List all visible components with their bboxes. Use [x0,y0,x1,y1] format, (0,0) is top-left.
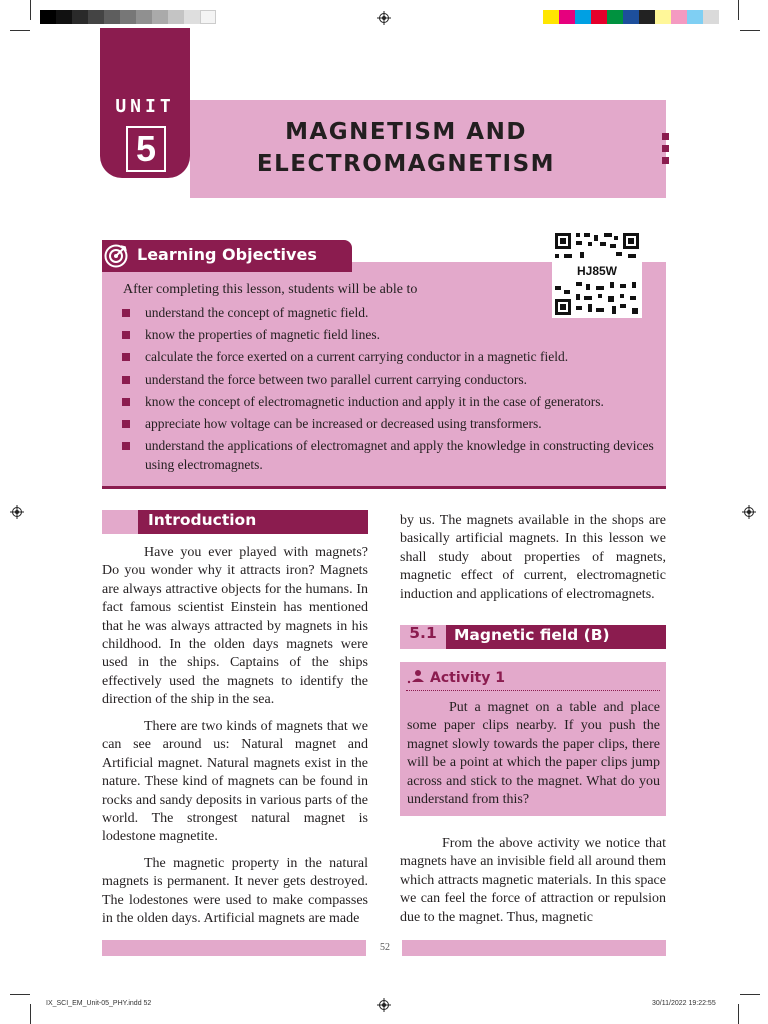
learning-objectives-heading: Learning Objectives [137,245,317,264]
objective-list [120,304,660,478]
learning-objectives-intro: After completing this lesson, students will be able to [123,282,418,297]
list-item: understand the applications of electromagnet and apply the knowledge in constructing devices using electromagnets. [120,437,660,474]
list-item: know the concept of electromagnetic induction and apply it in the case of generators. [120,393,660,412]
list-item: know the properties of magnetic field lines. [120,326,660,345]
list-item: understand the force between two parallel current carrying conductors. [120,371,660,390]
activity-text: Put a magnet on a table and place some paper clips nearby. If you push the magnet slowly towards the paper clips, there will be a point at which the paper clips jump across and stick to the magnet. What do you understand from this? [407,700,660,808]
section-number: 5.1 [409,624,437,642]
footer-bar-left [102,940,366,956]
activity-divider [406,690,660,691]
square-bullet-icon [122,331,130,339]
registration-mark-icon [742,505,756,519]
introduction-paragraph-2: There are two kinds of magnets that we can see around us: Natural magnet and Artificial magnet. Natural magnets exist in the nature. These kind of magnets can be found in rocks and sandy deposits in various parts of the world. The strongest natural magnet is lodestone magnetite. [102,719,368,845]
section-heading: Magnetic field (B) [454,626,610,644]
square-bullet-icon [122,398,130,406]
print-slug-timestamp: 30/11/2022 19:22:55 [652,1000,716,1007]
square-bullet-icon [122,442,130,450]
square-bullet-icon [122,353,130,361]
activity-person-icon [406,669,426,685]
square-bullet-icon [122,376,130,384]
target-icon [104,244,128,268]
list-item: calculate the force exerted on a current carrying conductor in a magnetic field. [120,348,660,367]
introduction-accent [102,510,138,534]
activity-title: Activity 1 [430,670,505,686]
registration-mark-icon [10,505,24,519]
introduction-paragraph-3: The magnetic property in the natural magnets is permanent. It never gets destroyed. The lodestones were used to make compasses in the olden days. Artificial magnets are made [102,856,368,927]
registration-mark-icon [377,998,391,1012]
unit-label: UNIT [115,96,175,117]
footer-bar-right [402,940,666,956]
magnetic-field-paragraph: From the above activity we notice that magnets have an invisible field all around them which attracts magnetic materials. In this space we can feel the force of attraction or repulsion due to the magnet. Thus, magnetic [400,836,666,925]
list-item: understand the concept of magnetic field. [120,304,660,323]
square-bullet-icon [122,420,130,428]
qr-code-label: HJ85W [576,264,618,278]
square-bullet-icon [122,309,130,317]
registration-mark-icon [377,11,391,25]
introduction-continued: by us. The magnets available in the shops are basically artificial magnets. In this lesson we shall study about properties of magnets, magnetic effect of current, electromagnetic induction and applications of electromagnets. [400,513,666,602]
introduction-paragraph-1: Have you ever played with magnets? Do you wonder why it attracts iron? Magnets are always attractive objects for the humans. In fact famous scientist Einstein has mentioned that he was always attracted by magnets in his childhood. In the olden days magnets were used in the ships. Captains of the ships effectively used the magnets to identify the direction of the ship in the sea. [102,545,368,708]
chapter-title: MAGNETISM AND ELECTROMAGNETISM [256,119,556,177]
list-item: appreciate how voltage can be increased or decreased using transformers. [120,415,660,434]
page-number: 52 [380,942,390,953]
introduction-heading: Introduction [148,511,257,529]
print-slug-file: IX_SCI_EM_Unit-05_PHY.indd 52 [46,1000,152,1007]
unit-number: 5 [126,126,166,172]
